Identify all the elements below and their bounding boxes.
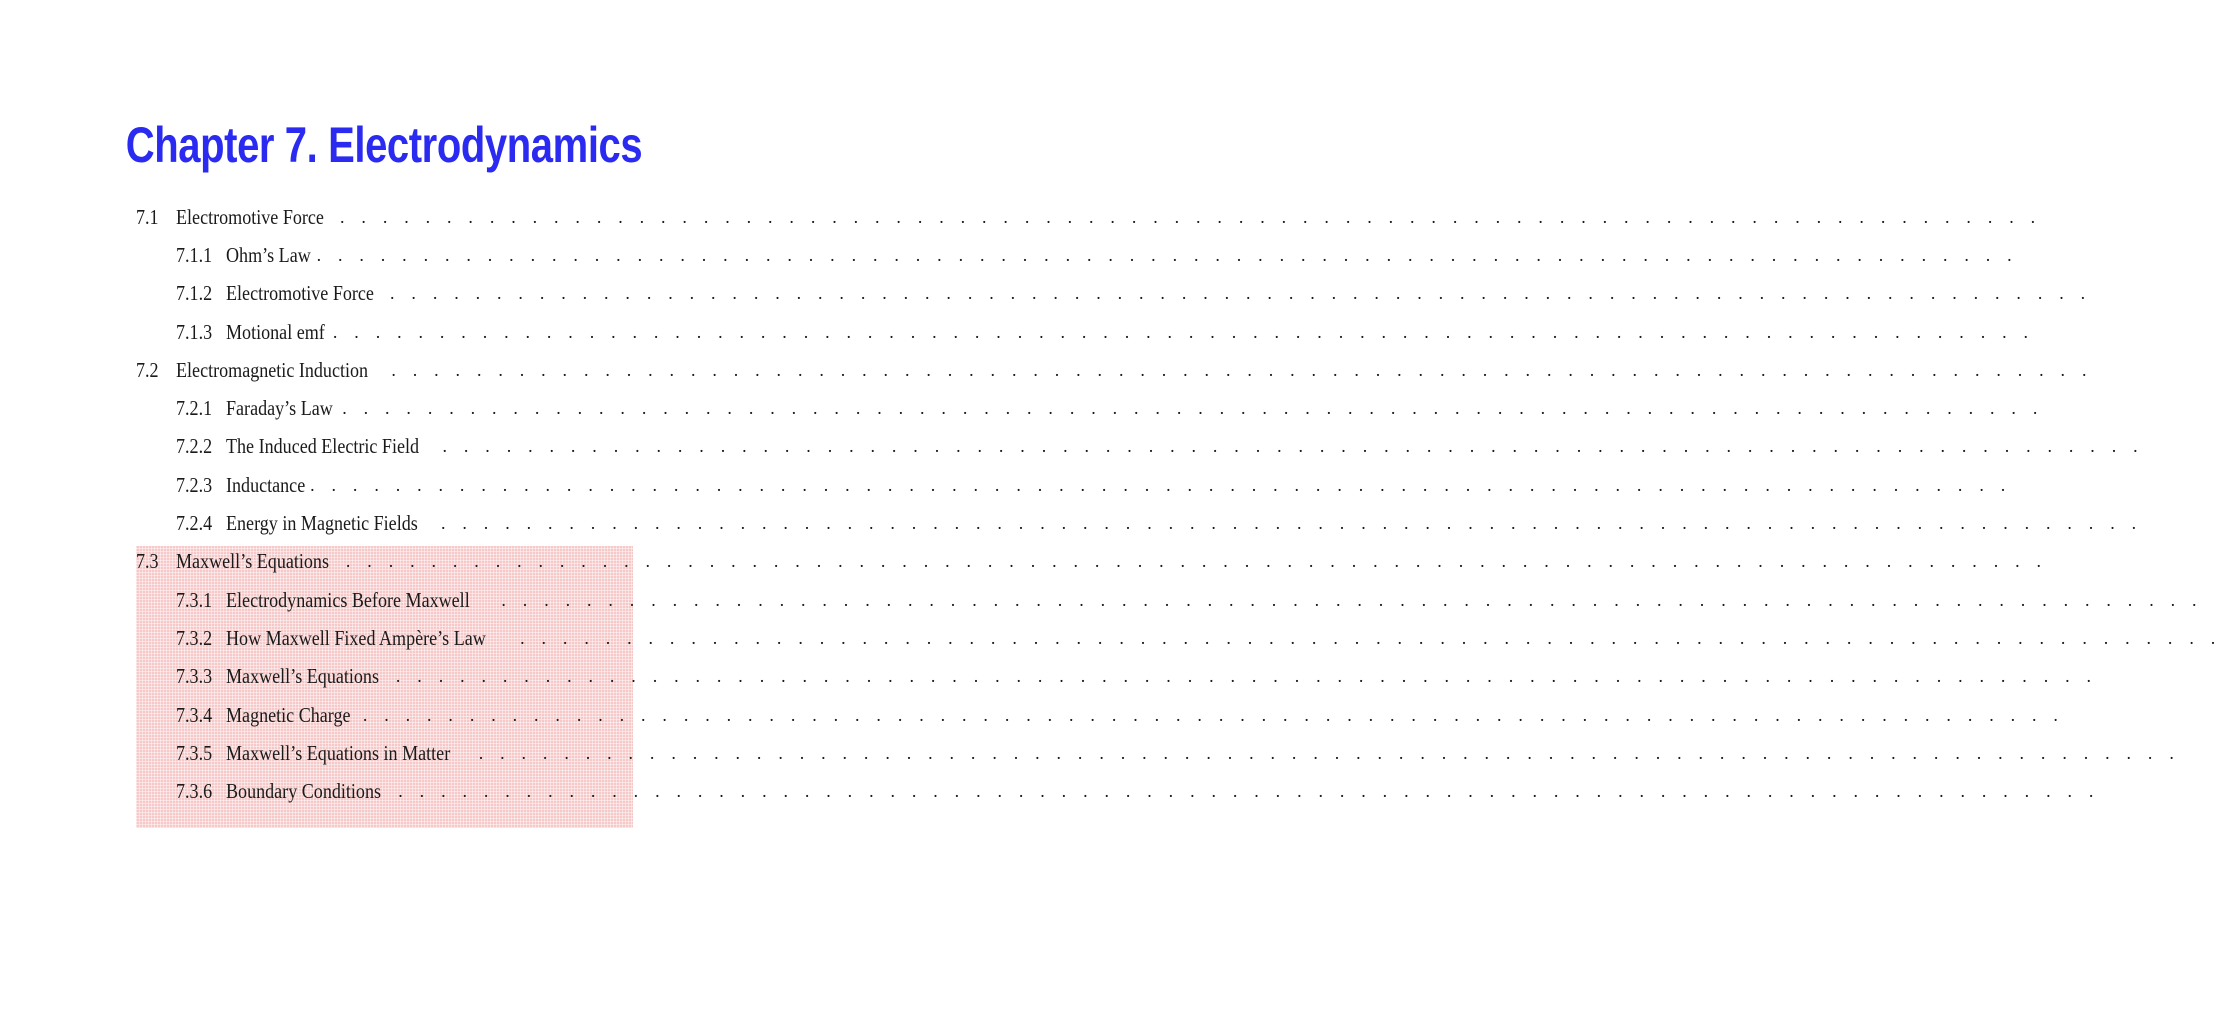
toc-dot-leader: . . . . . . . . . . . . . . . . . . . . . . . . . . . . . . . . . . . . . . . . . . . . . . . . . . . . . . . . . . . . . . . . . . . . . . . . . . . . . . . . — [342, 398, 2044, 419]
toc-entry — [136, 581, 2203, 619]
toc-entry-title: Maxwell’s Equations — [226, 664, 379, 689]
page-title: Chapter 7. Electrodynamics — [125, 116, 643, 173]
toc-entry-number: 7.3.3 — [176, 664, 213, 689]
toc-entry — [136, 236, 2018, 274]
toc-dot-leader: . . . . . . . . . . . . . . . . . . . . . . . . . . . . . . . . . . . . . . . . . . . . . . . . . . . . . . . . . . . . . . . . . . . . . . . . . . . . . . . . — [362, 704, 2065, 725]
toc-entry — [136, 772, 2100, 810]
table-of-contents — [136, 198, 2221, 811]
toc-dot-leader: . . . . . . . . . . . . . . . . . . . . . . . . . . . . . . . . . . . . . . . . . . . . . . . . . . . . . . . . . . . . . . . . . . . . . . . . . . . . . . . . — [391, 359, 2093, 380]
toc-entry-title: Motional emf — [226, 319, 325, 344]
toc-entry — [136, 734, 2181, 772]
toc-entry — [136, 389, 2044, 427]
toc-entry-number: 7.3.1 — [176, 587, 213, 612]
toc-dot-leader: . . . . . . . . . . . . . . . . . . . . . . . . . . . . . . . . . . . . . . . . . . . . . . . . . . . . . . . . . . . . . . . . . . . . . . . . . . . . . . . . — [332, 321, 2035, 342]
toc-dot-leader: . . . . . . . . . . . . . . . . . . . . . . . . . . . . . . . . . . . . . . . . . . . . . . . . . . . . . . . . . . . . . . . . . . . . . . . . . . . . . . . . — [345, 551, 2048, 572]
toc-entry-number: 7.2 — [136, 357, 159, 382]
toc-entry-title: Electrodynamics Before Maxwell — [226, 587, 470, 612]
toc-entry-number: 7.3.6 — [176, 779, 213, 804]
toc-entry — [136, 543, 2048, 581]
toc-entry-number: 7.1.3 — [176, 319, 213, 344]
toc-entry-title: Energy in Magnetic Fields — [226, 511, 418, 536]
toc-entry-title: Faraday’s Law — [226, 396, 333, 421]
toc-dot-leader: . . . . . . . . . . . . . . . . . . . . . . . . . . . . . . . . . . . . . . . . . . . . . . . . . . . . . . . . . . . . . . . . . . . . . . . . . . . . . . . . — [395, 666, 2098, 687]
toc-entry-title: The Induced Electric Field — [226, 434, 420, 459]
toc-dot-leader: . . . . . . . . . . . . . . . . . . . . . . . . . . . . . . . . . . . . . . . . . . . . . . . . . . . . . . . . . . . . . . . . . . . . . . . . . . . . . . . . — [442, 436, 2144, 457]
toc-entry-title: Electromotive Force — [176, 204, 324, 229]
toc-entry — [136, 658, 2098, 696]
toc-entry-title: Boundary Conditions — [226, 779, 382, 804]
toc-entry — [136, 428, 2144, 466]
toc-entry-number: 7.2.2 — [176, 434, 213, 459]
toc-entry-title: Magnetic Charge — [226, 702, 351, 727]
toc-dot-leader: . . . . . . . . . . . . . . . . . . . . . . . . . . . . . . . . . . . . . . . . . . . . . . . . . . . . . . . . . . . . . . . . . . . . . . . . . . . . . . . . — [501, 589, 2203, 610]
toc-dot-leader: . . . . . . . . . . . . . . . . . . . . . . . . . . . . . . . . . . . . . . . . . . . . . . . . . . . . . . . . . . . . . . . . . . . . . . . . . . . . . . . . — [390, 283, 2092, 304]
toc-entry-number: 7.1.1 — [176, 242, 213, 267]
toc-entry-number: 7.3.2 — [176, 625, 213, 650]
toc-entry-number: 7.3.5 — [176, 740, 213, 765]
toc-entry-title: Electromotive Force — [226, 281, 374, 306]
toc-dot-leader: . . . . . . . . . . . . . . . . . . . . . . . . . . . . . . . . . . . . . . . . . . . . . . . . . . . . . . . . . . . . . . . . . . . . . . . . . . . . . . . . — [441, 513, 2143, 534]
toc-entry — [136, 696, 2065, 734]
toc-entry — [136, 351, 2093, 389]
toc-entry — [136, 466, 2012, 504]
toc-entry-number: 7.2.4 — [176, 511, 213, 536]
toc-entry-number: 7.3.4 — [176, 702, 213, 727]
toc-entry-number: 7.2.3 — [176, 472, 213, 497]
toc-entry — [136, 198, 2042, 236]
toc-entry-title: How Maxwell Fixed Ampère’s Law — [226, 625, 486, 650]
toc-entry-number: 7.3 — [136, 549, 159, 574]
toc-dot-leader: . . . . . . . . . . . . . . . . . . . . . . . . . . . . . . . . . . . . . . . . . . . . . . . . . . . . . . . . . . . . . . . . . . . . . . . . . . . . . . . . — [478, 742, 2181, 763]
toc-dot-leader: . . . . . . . . . . . . . . . . . . . . . . . . . . . . . . . . . . . . . . . . . . . . . . . . . . . . . . . . . . . . . . . . . . . . . . . . . . . . . . . . — [340, 206, 2042, 227]
toc-dot-leader: . . . . . . . . . . . . . . . . . . . . . . . . . . . . . . . . . . . . . . . . . . . . . . . . . . . . . . . . . . . . . . . . . . . . . . . . . . . . . . . . — [520, 627, 2221, 648]
toc-entry — [136, 504, 2143, 542]
toc-entry-title: Maxwell’s Equations in Matter — [226, 740, 451, 765]
toc-entry — [136, 619, 2221, 657]
toc-dot-leader: . . . . . . . . . . . . . . . . . . . . . . . . . . . . . . . . . . . . . . . . . . . . . . . . . . . . . . . . . . . . . . . . . . . . . . . . . . . . . . . . — [398, 781, 2100, 802]
toc-entry — [136, 313, 2035, 351]
toc-dot-leader: . . . . . . . . . . . . . . . . . . . . . . . . . . . . . . . . . . . . . . . . . . . . . . . . . . . . . . . . . . . . . . . . . . . . . . . . . . . . . . . . — [310, 474, 2012, 495]
toc-dot-leader: . . . . . . . . . . . . . . . . . . . . . . . . . . . . . . . . . . . . . . . . . . . . . . . . . . . . . . . . . . . . . . . . . . . . . . . . . . . . . . . . — [316, 244, 2018, 265]
toc-entry-title: Inductance — [226, 472, 306, 497]
toc-entry-number: 7.1 — [136, 204, 159, 229]
toc-entry-number: 7.1.2 — [176, 281, 213, 306]
toc-entry-number: 7.2.1 — [176, 396, 213, 421]
toc-entry-title: Ohm’s Law — [226, 242, 311, 267]
toc-entry — [136, 275, 2092, 313]
toc-entry-title: Electromagnetic Induction — [176, 357, 369, 382]
toc-entry-title: Maxwell’s Equations — [176, 549, 329, 574]
